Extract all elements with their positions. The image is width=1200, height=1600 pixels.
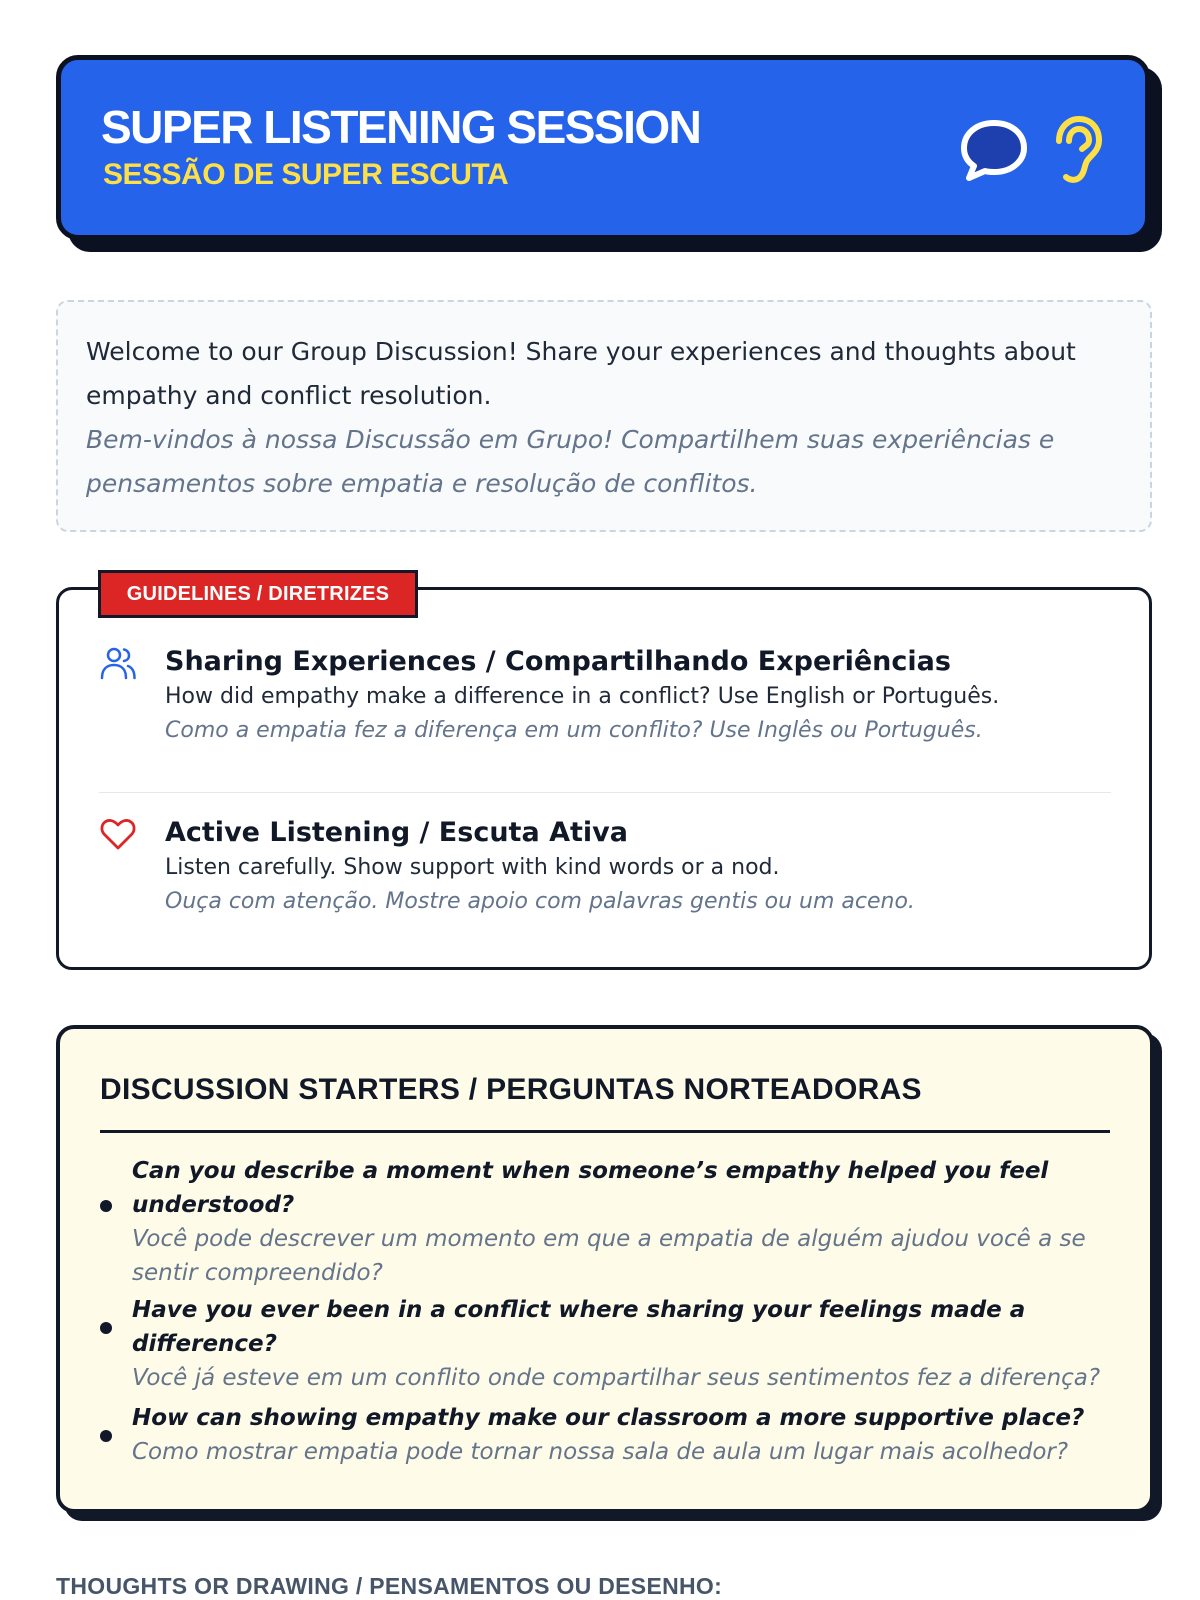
guideline-title: Sharing Experiences / Compartilhando Experiências (165, 646, 951, 677)
question-en: How can showing empathy make our classroom a more supportive place? (132, 1405, 1085, 1431)
guideline-title: Active Listening / Escuta Ativa (165, 817, 628, 848)
starters-title: DISCUSSION STARTERS / PERGUNTAS NORTEADORAS (100, 1073, 922, 1106)
ear-icon (1049, 115, 1105, 185)
guideline-desc-pt: Ouça com atenção. Mostre apoio com palavras gentis ou um aceno. (165, 889, 915, 914)
heart-icon (99, 815, 137, 853)
question-en: Can you describe a moment when someone’s empathy helped you feel understood? (132, 1158, 1049, 1218)
question-pt: Como mostrar empatia pode tornar nossa sala de aula um lugar mais acolhedor? (132, 1439, 1069, 1465)
thoughts-label: THOUGHTS OR DRAWING / PENSAMENTOS OU DESENHO: (56, 1573, 723, 1599)
discussion-starters-card (56, 1025, 1154, 1513)
guideline-desc-pt: Como a empatia fez a diferença em um conflito? Use Inglês ou Português. (165, 718, 983, 743)
question-en: Have you ever been in a conflict where sharing your feelings made a difference? (132, 1297, 1026, 1357)
guidelines-label: GUIDELINES / DIRETRIZES (98, 570, 418, 618)
welcome-text-en: Welcome to our Group Discussion! Share your experiences and thoughts about empathy and conflict resolution. (86, 337, 1076, 410)
session-header (56, 55, 1150, 240)
bullet (100, 1200, 112, 1212)
welcome-box (56, 300, 1152, 532)
page-title: SUPER LISTENING SESSION (101, 101, 701, 153)
page-subtitle: SESSÃO DE SUPER ESCUTA (103, 158, 509, 191)
divider (100, 1130, 1110, 1133)
question-pt: Você já esteve em um conflito onde compartilhar seus sentimentos fez a diferença? (132, 1365, 1101, 1391)
welcome-text-pt: Bem-vindos à nossa Discussão em Grupo! Compartilhem suas experiências e pensamentos sobre empatia e resolução de conflitos. (86, 425, 1055, 498)
divider (99, 792, 1111, 793)
guideline-desc-en: How did empathy make a difference in a conflict? Use English or Português. (165, 684, 1000, 709)
users-icon (99, 644, 137, 682)
question-pt: Você pode descrever um momento em que a empatia de alguém ajudou você a se sentir compreendido? (132, 1226, 1086, 1286)
bullet (100, 1322, 112, 1334)
guideline-desc-en: Listen carefully. Show support with kind words or a nod. (165, 855, 780, 880)
chat-bubble-icon (959, 115, 1029, 185)
guidelines-card (56, 587, 1152, 970)
bullet (100, 1430, 112, 1442)
